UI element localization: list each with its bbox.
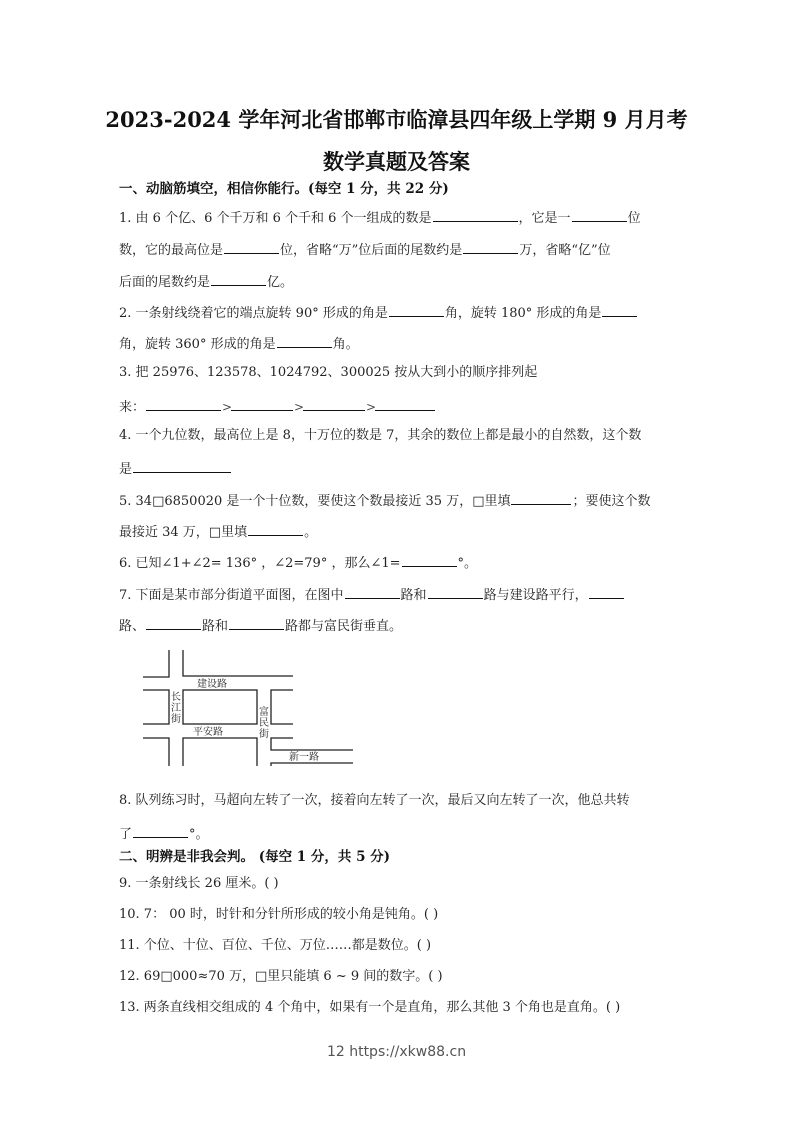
question-7-line-2 xyxy=(119,616,679,635)
answer-blank[interactable] xyxy=(389,303,444,317)
question-1-line-1 xyxy=(119,208,679,227)
question-6-line-1 xyxy=(119,553,679,572)
q2-text-d: 角。 xyxy=(332,337,359,352)
question-8-line-1: 8. 队列练习时，马超向左转了一次，接着向左转了一次，最后又向左转了一次，他总共转 xyxy=(119,793,630,808)
answer-blank[interactable] xyxy=(133,459,231,473)
section1-heading: 一、动脑筋填空，相信你能行。(每空 1 分，共 22 分) xyxy=(119,181,449,197)
q3-text-a: 来： xyxy=(119,400,146,415)
greater-than-sign: > xyxy=(222,400,233,414)
q2-text-c: 角，旋转 360° 形成的角是 xyxy=(119,337,276,352)
answer-blank[interactable] xyxy=(277,334,332,348)
map-label-changjiang-2: 江 xyxy=(171,703,181,714)
answer-blank[interactable] xyxy=(375,397,435,411)
answer-blank[interactable] xyxy=(211,272,266,286)
answer-blank[interactable] xyxy=(146,616,201,630)
answer-blank[interactable] xyxy=(511,491,571,505)
q6-text-a: 6. 已知∠1+∠2= 136° ，∠2=79° ，那么∠1= xyxy=(119,556,401,571)
q1-text-e: 位，省略“万”位后面的尾数约是 xyxy=(280,243,463,258)
page-footer: 12 https://xkw88.cn xyxy=(326,1044,467,1060)
q1-text-b: ，它是一 xyxy=(518,211,571,226)
map-label-changjiang-1: 长 xyxy=(171,692,181,703)
answer-blank[interactable] xyxy=(572,208,627,222)
question-2-line-2 xyxy=(119,334,679,353)
map-label-fumin-2: 民 xyxy=(259,718,269,729)
answer-blank[interactable] xyxy=(248,522,303,536)
answer-blank[interactable] xyxy=(402,553,457,567)
question-10: 10. 7： 00 时，时针和分针所形成的较小角是钝角。( ) xyxy=(119,907,439,922)
q1-text-h: 亿。 xyxy=(267,275,294,290)
q7-text-d: 路、 xyxy=(119,619,146,634)
question-12: 12. 69□000≈70 万，□里只能填 6 ~ 9 间的数字。( ) xyxy=(119,969,443,984)
answer-blank[interactable] xyxy=(463,240,518,254)
question-9: 9. 一条射线长 26 厘米。( ) xyxy=(119,876,279,891)
answer-blank[interactable] xyxy=(433,208,518,222)
q6-text-b: °。 xyxy=(457,556,478,571)
question-5-line-1 xyxy=(119,491,679,510)
greater-than-sign: > xyxy=(294,400,305,414)
q5-text-c: 最接近 34 万，□里填 xyxy=(119,525,248,540)
q8-text-b: °。 xyxy=(189,827,209,842)
answer-blank[interactable] xyxy=(428,585,483,599)
q1-text-g: 后面的尾数约是 xyxy=(119,275,211,290)
document-title-line2: 数学真题及答案 xyxy=(323,149,470,174)
question-7-line-1 xyxy=(119,585,679,604)
question-3-line-2 xyxy=(119,397,679,416)
document-title-line1: 2023-2024 学年河北省邯郸市临漳县四年级上学期 9 月月考 xyxy=(105,107,688,132)
q1-text-d: 数，它的最高位是 xyxy=(119,243,224,258)
q8-text-a: 了 xyxy=(119,827,133,842)
section2-heading: 二、明辨是非我会判。 (每空 1 分，共 5 分) xyxy=(119,849,391,865)
map-label-xinyi: 新一路 xyxy=(289,752,319,763)
q1-text-f: 万，省略“亿”位 xyxy=(519,243,611,258)
question-1-line-3 xyxy=(119,272,679,291)
map-label-fumin-3: 街 xyxy=(259,729,269,740)
q5-text-d: 。 xyxy=(304,525,318,540)
question-3-line-1: 3. 把 25976、123578、1024792、300025 按从大到小的顺序排列起 xyxy=(119,365,538,380)
answer-blank[interactable] xyxy=(231,397,293,411)
street-map-drawing xyxy=(143,648,353,768)
map-label-fumin-1: 富 xyxy=(259,707,269,718)
question-1-line-2 xyxy=(119,240,679,259)
q7-text-b: 路和 xyxy=(400,588,427,603)
answer-blank[interactable] xyxy=(303,397,365,411)
q5-text-a: 5. 34□6850020 是一个十位数，要使这个数最接近 35 万，□里填 xyxy=(119,494,511,509)
q7-text-e: 路和 xyxy=(202,619,229,634)
answer-blank[interactable] xyxy=(589,585,624,599)
q2-text-b: 角，旋转 180° 形成的角是 xyxy=(444,306,602,321)
map-label-pingan: 平安路 xyxy=(193,727,223,738)
q7-text-a: 7. 下面是某市部分街道平面图，在图中 xyxy=(119,588,344,603)
answer-blank[interactable] xyxy=(133,824,188,838)
q4-text-a: 是 xyxy=(119,462,133,477)
answer-blank[interactable] xyxy=(146,397,221,411)
question-8-line-2 xyxy=(119,824,679,843)
q7-text-c: 路与建设路平行， xyxy=(483,588,588,603)
answer-blank[interactable] xyxy=(602,303,637,317)
q2-text-a: 2. 一条射线绕着它的端点旋转 90° 形成的角是 xyxy=(119,306,388,321)
greater-than-sign: > xyxy=(366,400,377,414)
q7-text-f: 路都与富民街垂直。 xyxy=(285,619,403,634)
question-4-line-1: 4. 一个九位数，最高位上是 8，十万位的数是 7，其余的数位上都是最小的自然数，这个数 xyxy=(119,428,642,443)
answer-blank[interactable] xyxy=(224,240,279,254)
question-13: 13. 两条直线相交组成的 4 个角中，如果有一个是直角，那么其他 3 个角也是直角。( ) xyxy=(119,1000,621,1015)
question-11: 11. 个位、十位、百位、千位、万位……都是数位。( ) xyxy=(119,938,432,953)
street-map-figure xyxy=(143,648,353,768)
q5-text-b: ；要使这个数 xyxy=(572,494,651,509)
question-5-line-2 xyxy=(119,522,679,541)
q1-text-c: 位 xyxy=(627,211,641,226)
map-label-changjiang-3: 街 xyxy=(171,714,181,725)
question-2-line-1 xyxy=(119,303,679,322)
answer-blank[interactable] xyxy=(345,585,400,599)
q1-text-a: 1. 由 6 个亿、6 个千万和 6 个千和 6 个一组成的数是 xyxy=(119,211,432,226)
map-label-jianshe: 建设路 xyxy=(197,679,227,690)
question-4-line-2 xyxy=(119,459,679,478)
answer-blank[interactable] xyxy=(229,616,284,630)
